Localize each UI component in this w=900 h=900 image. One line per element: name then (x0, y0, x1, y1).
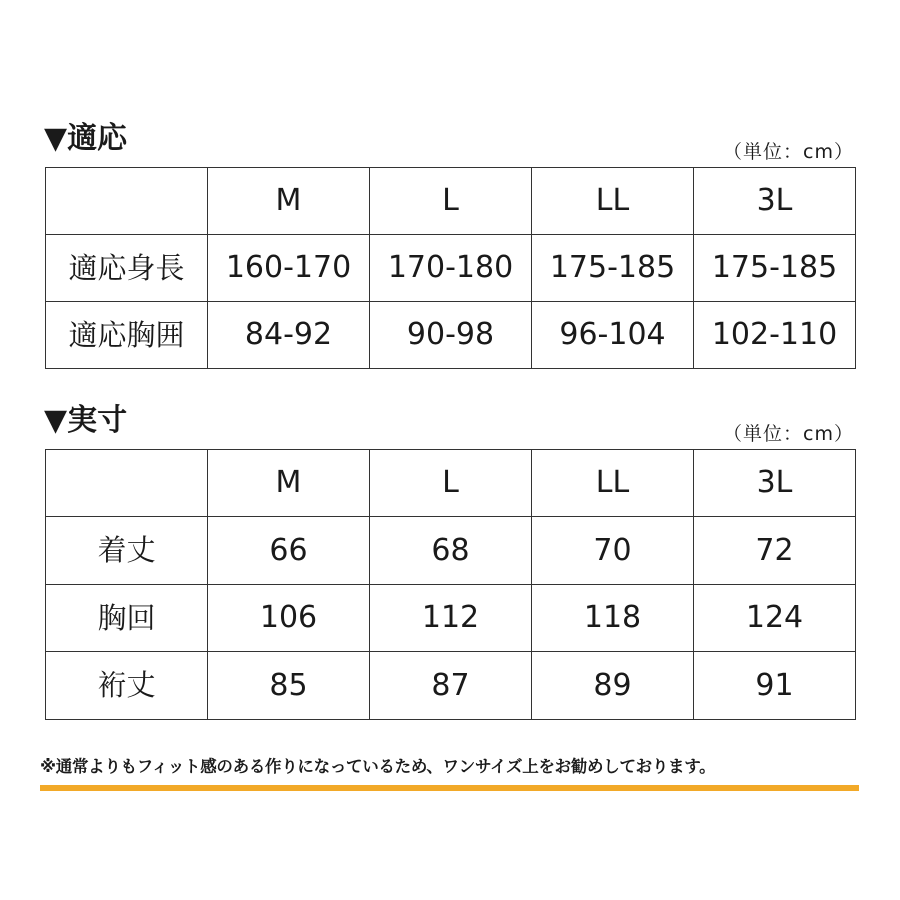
table-cell: 72 (694, 517, 856, 585)
table-cell: 66 (208, 517, 370, 585)
fit-row-label-chest: 適応胸囲 (46, 302, 208, 369)
table-row (46, 302, 856, 369)
fit-unit-label: （単位：cm） (723, 141, 854, 163)
table-cell: 175-185 (532, 235, 694, 302)
actual-header-ll: LL (532, 450, 694, 517)
fit-header-m: M (208, 168, 370, 235)
actual-row-label-sleeve: 裄丈 (46, 652, 208, 720)
table-cell: 91 (694, 652, 856, 720)
table-cell: 90-98 (370, 302, 532, 369)
table-cell: 70 (532, 517, 694, 585)
actual-row-label-length: 着丈 (46, 517, 208, 585)
table-cell: 102-110 (694, 302, 856, 369)
sizing-note: ※通常よりもフィット感のある作りになっているため、ワンサイズ上をお勧めしております。 (40, 757, 716, 776)
actual-header-m: M (208, 450, 370, 517)
fit-header-3l: 3L (694, 168, 856, 235)
table-cell: 89 (532, 652, 694, 720)
table-cell: 112 (370, 585, 532, 652)
table-row (46, 585, 856, 652)
fit-header-l: L (370, 168, 532, 235)
table-cell: 84-92 (208, 302, 370, 369)
table-cell: 118 (532, 585, 694, 652)
actual-header-3l: 3L (694, 450, 856, 517)
actual-header-corner (46, 450, 208, 517)
actual-header-row (46, 450, 856, 517)
fit-header-ll: LL (532, 168, 694, 235)
table-row (46, 517, 856, 585)
table-cell: 96-104 (532, 302, 694, 369)
fit-size-table (45, 167, 856, 369)
fit-row-label-height: 適応身長 (46, 235, 208, 302)
note-accent-bar (40, 785, 859, 791)
fit-header-corner (46, 168, 208, 235)
table-row (46, 235, 856, 302)
table-cell: 106 (208, 585, 370, 652)
table-row (46, 652, 856, 720)
table-cell: 68 (370, 517, 532, 585)
table-cell: 160-170 (208, 235, 370, 302)
table-cell: 124 (694, 585, 856, 652)
table-cell: 170-180 (370, 235, 532, 302)
actual-header-l: L (370, 450, 532, 517)
actual-row-label-chest: 胸回 (46, 585, 208, 652)
actual-size-table (45, 449, 856, 720)
table-cell: 87 (370, 652, 532, 720)
table-cell: 85 (208, 652, 370, 720)
fit-header-row (46, 168, 856, 235)
actual-section-title: ▼実寸 (44, 403, 128, 438)
fit-section-title: ▼適応 (44, 121, 128, 156)
table-cell: 175-185 (694, 235, 856, 302)
actual-unit-label: （単位：cm） (723, 423, 854, 445)
